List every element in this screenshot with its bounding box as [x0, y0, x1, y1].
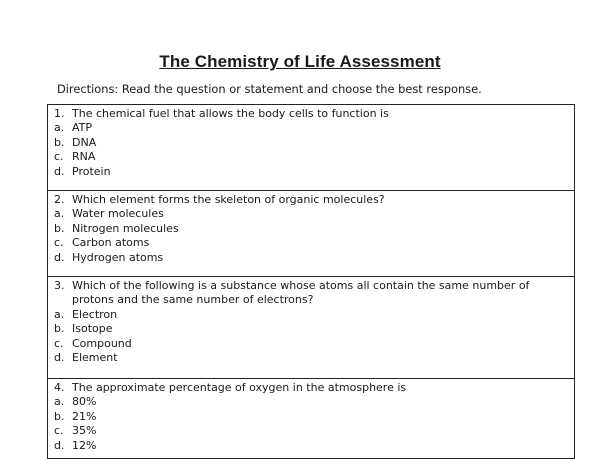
option-letter: c.: [54, 236, 64, 250]
option-letter: b.: [54, 221, 65, 235]
question-text: The chemical fuel that allows the body cells to function is: [72, 107, 389, 120]
question-block-2: [48, 191, 574, 277]
option-text: Carbon atoms: [72, 236, 150, 250]
answer-option: [48, 322, 574, 336]
question-number: 4.: [54, 381, 65, 394]
question-number: 3.: [54, 279, 65, 292]
option-letter: b.: [54, 322, 65, 336]
question-number: 2.: [54, 193, 65, 206]
option-text: 21%: [72, 409, 97, 423]
question-text: Which of the following is a substance whose atoms all contain the same number of: [72, 279, 530, 292]
question-table: [47, 104, 575, 459]
option-text: 80%: [72, 395, 97, 409]
answer-option: [48, 395, 574, 409]
question-text: protons and the same number of electrons?: [72, 293, 314, 307]
answer-option: [48, 222, 574, 236]
question-stem: [48, 279, 574, 293]
answer-option: [48, 207, 574, 221]
option-text: Compound: [72, 336, 132, 350]
option-letter: a.: [54, 121, 65, 135]
answer-option: [48, 351, 574, 365]
answer-option: [48, 251, 574, 265]
question-stem: [48, 107, 574, 121]
question-text: Which element forms the skeleton of organic molecules?: [72, 193, 385, 206]
answer-option: [48, 308, 574, 322]
answer-option: [48, 439, 574, 453]
question-block-4: [48, 379, 574, 459]
answer-option: [48, 410, 574, 424]
answer-option: [48, 424, 574, 438]
option-letter: a.: [54, 395, 65, 409]
option-letter: a.: [54, 207, 65, 221]
answer-option: [48, 121, 574, 135]
option-letter: d.: [54, 351, 65, 365]
option-text: Electron: [72, 307, 118, 321]
question-block-3: [48, 277, 574, 379]
option-letter: d.: [54, 250, 65, 264]
question-stem: [48, 193, 574, 207]
answer-option: [48, 150, 574, 164]
option-text: Water molecules: [72, 207, 164, 221]
page-title: The Chemistry of Life Assessment: [159, 52, 441, 71]
answer-option: [48, 136, 574, 150]
answer-option: [48, 165, 574, 179]
option-text: 12%: [72, 438, 97, 452]
option-text: Hydrogen atoms: [72, 250, 164, 264]
answer-option: [48, 337, 574, 351]
option-text: DNA: [72, 135, 97, 149]
question-number: 1.: [54, 107, 65, 120]
option-letter: c.: [54, 150, 64, 164]
option-text: 35%: [72, 424, 97, 438]
option-text: ATP: [72, 121, 93, 135]
option-letter: c.: [54, 336, 64, 350]
directions-text: Directions: Read the question or statement and choose the best response.: [57, 82, 482, 96]
option-text: RNA: [72, 150, 96, 164]
option-letter: d.: [54, 438, 65, 452]
option-letter: d.: [54, 164, 65, 178]
question-block-1: [48, 105, 574, 191]
option-letter: b.: [54, 409, 65, 423]
option-letter: a.: [54, 307, 65, 321]
option-text: Protein: [72, 164, 111, 178]
option-text: Element: [72, 351, 118, 365]
question-stem: [48, 381, 574, 395]
option-letter: c.: [54, 424, 64, 438]
question-text: The approximate percentage of oxygen in the atmosphere is: [72, 381, 407, 394]
option-letter: b.: [54, 135, 65, 149]
answer-option: [48, 236, 574, 250]
question-stem-continued: [48, 293, 574, 307]
option-text: Isotope: [72, 322, 113, 336]
option-text: Nitrogen molecules: [72, 221, 179, 235]
